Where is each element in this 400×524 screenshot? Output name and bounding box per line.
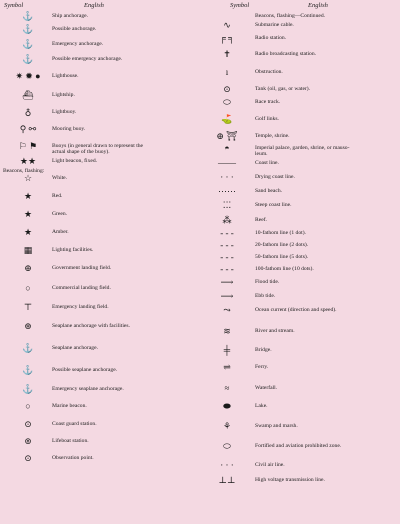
legend-text: Amber. [52, 229, 69, 235]
legend-row [200, 133, 400, 145]
legend-text: Possible emergency anchorage. [52, 56, 123, 62]
buoys-icon: ⚐ ⚑ [18, 141, 38, 151]
civil-air-line-icon: · · · [220, 460, 234, 470]
possible-anchor-icon: ⚓ [22, 24, 34, 34]
legend-text: Ocean current (direction and speed). [255, 307, 337, 313]
lighthouse-icon: ✷ ✹ ● [15, 71, 41, 81]
observation-point-icon: ⊙ [24, 453, 32, 463]
legend-text: Obstruction. [255, 69, 283, 75]
legend-text: Lighting facilities. [52, 247, 94, 253]
legend-row [0, 158, 200, 168]
legend-row [200, 477, 400, 489]
mooring-buoy-icon: ⚲ ⚯ [19, 124, 37, 134]
legend-text: Drying coast line. [255, 174, 295, 180]
emergency-seaplane-anchorage-icon: ⚓ [22, 384, 34, 394]
10-fathom-line-icon: - - - [220, 228, 234, 238]
legend-text: Emergency seaplane anchorage. [52, 386, 124, 392]
waterfall-icon: ≈ [224, 383, 230, 393]
sand-beach-icon: ⋯⋯ [218, 186, 236, 196]
temple-shrine-icon: ⊕ ⛩ [216, 131, 238, 141]
symbol-header: Symbol [230, 2, 250, 9]
legend-text: Ship anchorage. [52, 13, 89, 19]
beacons-flashing-label: Beacons, flashing: [3, 168, 45, 174]
imperial-palace-icon: ◓ [224, 143, 230, 153]
legend-text: Seaplane anchorage with facilities. [52, 323, 130, 329]
legend-text: Lightship. [52, 92, 75, 98]
legend-text: 100-fathom line (10 dots). [255, 266, 314, 272]
flood-tide-icon: ⟶ [220, 277, 234, 287]
lake-icon: ⬬ [223, 401, 231, 411]
english-header: English [308, 2, 328, 9]
amber-beacon-icon: ★ [23, 227, 33, 237]
legend-text: Tank (oil, gas, or water). [255, 86, 311, 92]
ferry-icon: ⇌ [223, 362, 231, 372]
legend-text: Coast line. [255, 160, 279, 166]
legend-text: Lighthouse. [52, 73, 79, 79]
coast-guard-station-icon: ⊙ [24, 419, 32, 429]
legend-text: Steep coast line. [255, 202, 292, 208]
legend-row [200, 51, 400, 69]
legend-text: Lake. [255, 403, 268, 409]
legend-text: Possible seaplane anchorage. [52, 367, 118, 373]
legend-text: High voltage transmission line. [255, 477, 325, 483]
legend-text: Race track. [255, 99, 281, 105]
legend-text: Ebb tide. [255, 293, 276, 299]
legend-row [200, 364, 400, 385]
coast-line-icon: —— [218, 158, 236, 168]
100-fathom-line-icon: - - - [220, 264, 234, 274]
legend-text: Emergency anchorage. [52, 41, 104, 47]
50-fathom-line-icon: - - - [220, 252, 234, 262]
legend-text: 10-fathom line (1 dot). [255, 230, 306, 236]
red-beacon-icon: ★ [23, 191, 33, 201]
bridge-icon: ╪ [223, 345, 231, 355]
legend-row [200, 423, 400, 443]
ebb-tide-icon: ⟶ [220, 291, 234, 301]
legend-row [0, 345, 200, 367]
green-beacon-icon: ★ [23, 209, 33, 219]
fortified-zone-icon: ⬭ [223, 441, 231, 451]
legend-text: Flood tide. [255, 279, 280, 285]
legend-text: Government landing field. [52, 265, 112, 271]
river-stream-icon: ≋ [223, 326, 231, 336]
lighting-facilities-icon: ▦ [23, 245, 33, 255]
reef-icon: ⁂ [222, 215, 232, 225]
legend-text: Radio broadcasting station. [255, 51, 317, 57]
legend-row [200, 328, 400, 347]
legend-text: Mooring buoy. [52, 126, 86, 132]
legend-text: Commercial landing field. [52, 285, 111, 291]
legend-column-right [200, 2, 400, 489]
beacons-continued-label: Beacons, flashing—Continued. [255, 13, 326, 19]
government-landing-field-icon: ⊕ [24, 263, 32, 273]
light-beacon-icon: ★★ [19, 156, 37, 166]
legend-text: Golf links. [255, 116, 279, 122]
marine-beacon-icon: ○ [25, 401, 31, 411]
lightbuoy-icon: ♁ [24, 107, 32, 117]
legend-text: 50-fathom line (5 dots). [255, 254, 309, 260]
symbol-header: Symbol [4, 2, 24, 9]
legend-text: Radio station. [255, 35, 287, 41]
emergency-landing-field-icon: ⊤ [23, 302, 33, 312]
english-header: English [84, 2, 104, 9]
possible-emergency-anchor-icon: ⚓ [22, 54, 34, 64]
emergency-anchor-icon: ⚓ [22, 39, 34, 49]
radio-station-icon: ╒ ╕ [219, 33, 235, 43]
swamp-icon: ⚘ [222, 421, 232, 431]
legend-column-left [0, 2, 200, 467]
lifeboat-station-icon: ⊚ [24, 436, 32, 446]
obstruction-icon: ı [225, 67, 229, 77]
legend-text: Seaplane anchorage. [52, 345, 98, 351]
legend-text: Observation point. [52, 455, 94, 461]
legend-row [200, 307, 400, 328]
legend-text: Lifeboat station. [52, 438, 89, 444]
legend-text: Coast guard station. [52, 421, 97, 427]
legend-text: Emergency landing field. [52, 304, 109, 310]
legend-row [200, 403, 400, 423]
legend-text: White. [52, 175, 68, 181]
white-beacon-icon: ☆ [23, 173, 33, 183]
legend-text: Lightbuoy. [52, 109, 77, 115]
steep-coast-line-icon: ⁚⁚⁚ [222, 200, 232, 210]
tank-icon: ⊙ [223, 84, 231, 94]
legend-text: Swamp and marsh. [255, 423, 298, 429]
legend-text: Imperial palace, garden, shrine, or mauso- leum. [255, 145, 350, 158]
legend-text: Buoys (in general drawn to represent the actual shape of the buoy). [52, 143, 144, 156]
golf-links-icon: ⛳ [221, 114, 233, 124]
legend-text: Green. [52, 211, 68, 217]
legend-text: Marine beacon. [52, 403, 87, 409]
legend-text: Waterfall. [255, 385, 278, 391]
drying-coast-line-icon: · · · [220, 172, 234, 182]
seaplane-anchorage-facilities-icon: ⊛ [24, 321, 32, 331]
legend-row [0, 265, 200, 285]
legend-text: Submarine cable. [255, 22, 294, 28]
20-fathom-line-icon: - - - [220, 240, 234, 250]
ocean-current-icon: ⤳ [223, 305, 231, 315]
legend-text: Reef. [255, 217, 267, 223]
seaplane-anchorage-icon: ⚓ [22, 343, 34, 353]
legend-text: Temple, shrine. [255, 133, 290, 139]
legend-text: Fortified and aviation prohibited zone. [255, 443, 342, 449]
legend-text: 20-fathom line (2 dots). [255, 242, 309, 248]
anchor-icon: ⚓ [22, 11, 34, 21]
lightship-icon: ⛴ [22, 90, 34, 100]
legend-text: Sand beach. [255, 188, 283, 194]
legend-text: Ferry. [255, 364, 269, 370]
transmission-line-icon: ⊥⊥ [218, 475, 236, 485]
legend-text: Bridge. [255, 347, 272, 353]
possible-seaplane-anchorage-icon: ⚓ [22, 365, 34, 375]
legend-text: River and stream. [255, 328, 295, 334]
submarine-cable-icon: ∿ [223, 20, 231, 30]
legend-text: Civil air line. [255, 462, 285, 468]
legend-text: Red. [52, 193, 63, 199]
legend-text: Possible anchorage. [52, 26, 97, 32]
legend-row [0, 455, 200, 467]
commercial-landing-field-icon: ○ [25, 283, 31, 293]
column-header [200, 2, 400, 13]
legend-row [0, 323, 200, 345]
legend-text: Light beacon, fixed. [52, 158, 98, 164]
radio-broadcasting-icon: ✝ [223, 49, 231, 59]
race-track-icon: ⬭ [223, 97, 231, 107]
